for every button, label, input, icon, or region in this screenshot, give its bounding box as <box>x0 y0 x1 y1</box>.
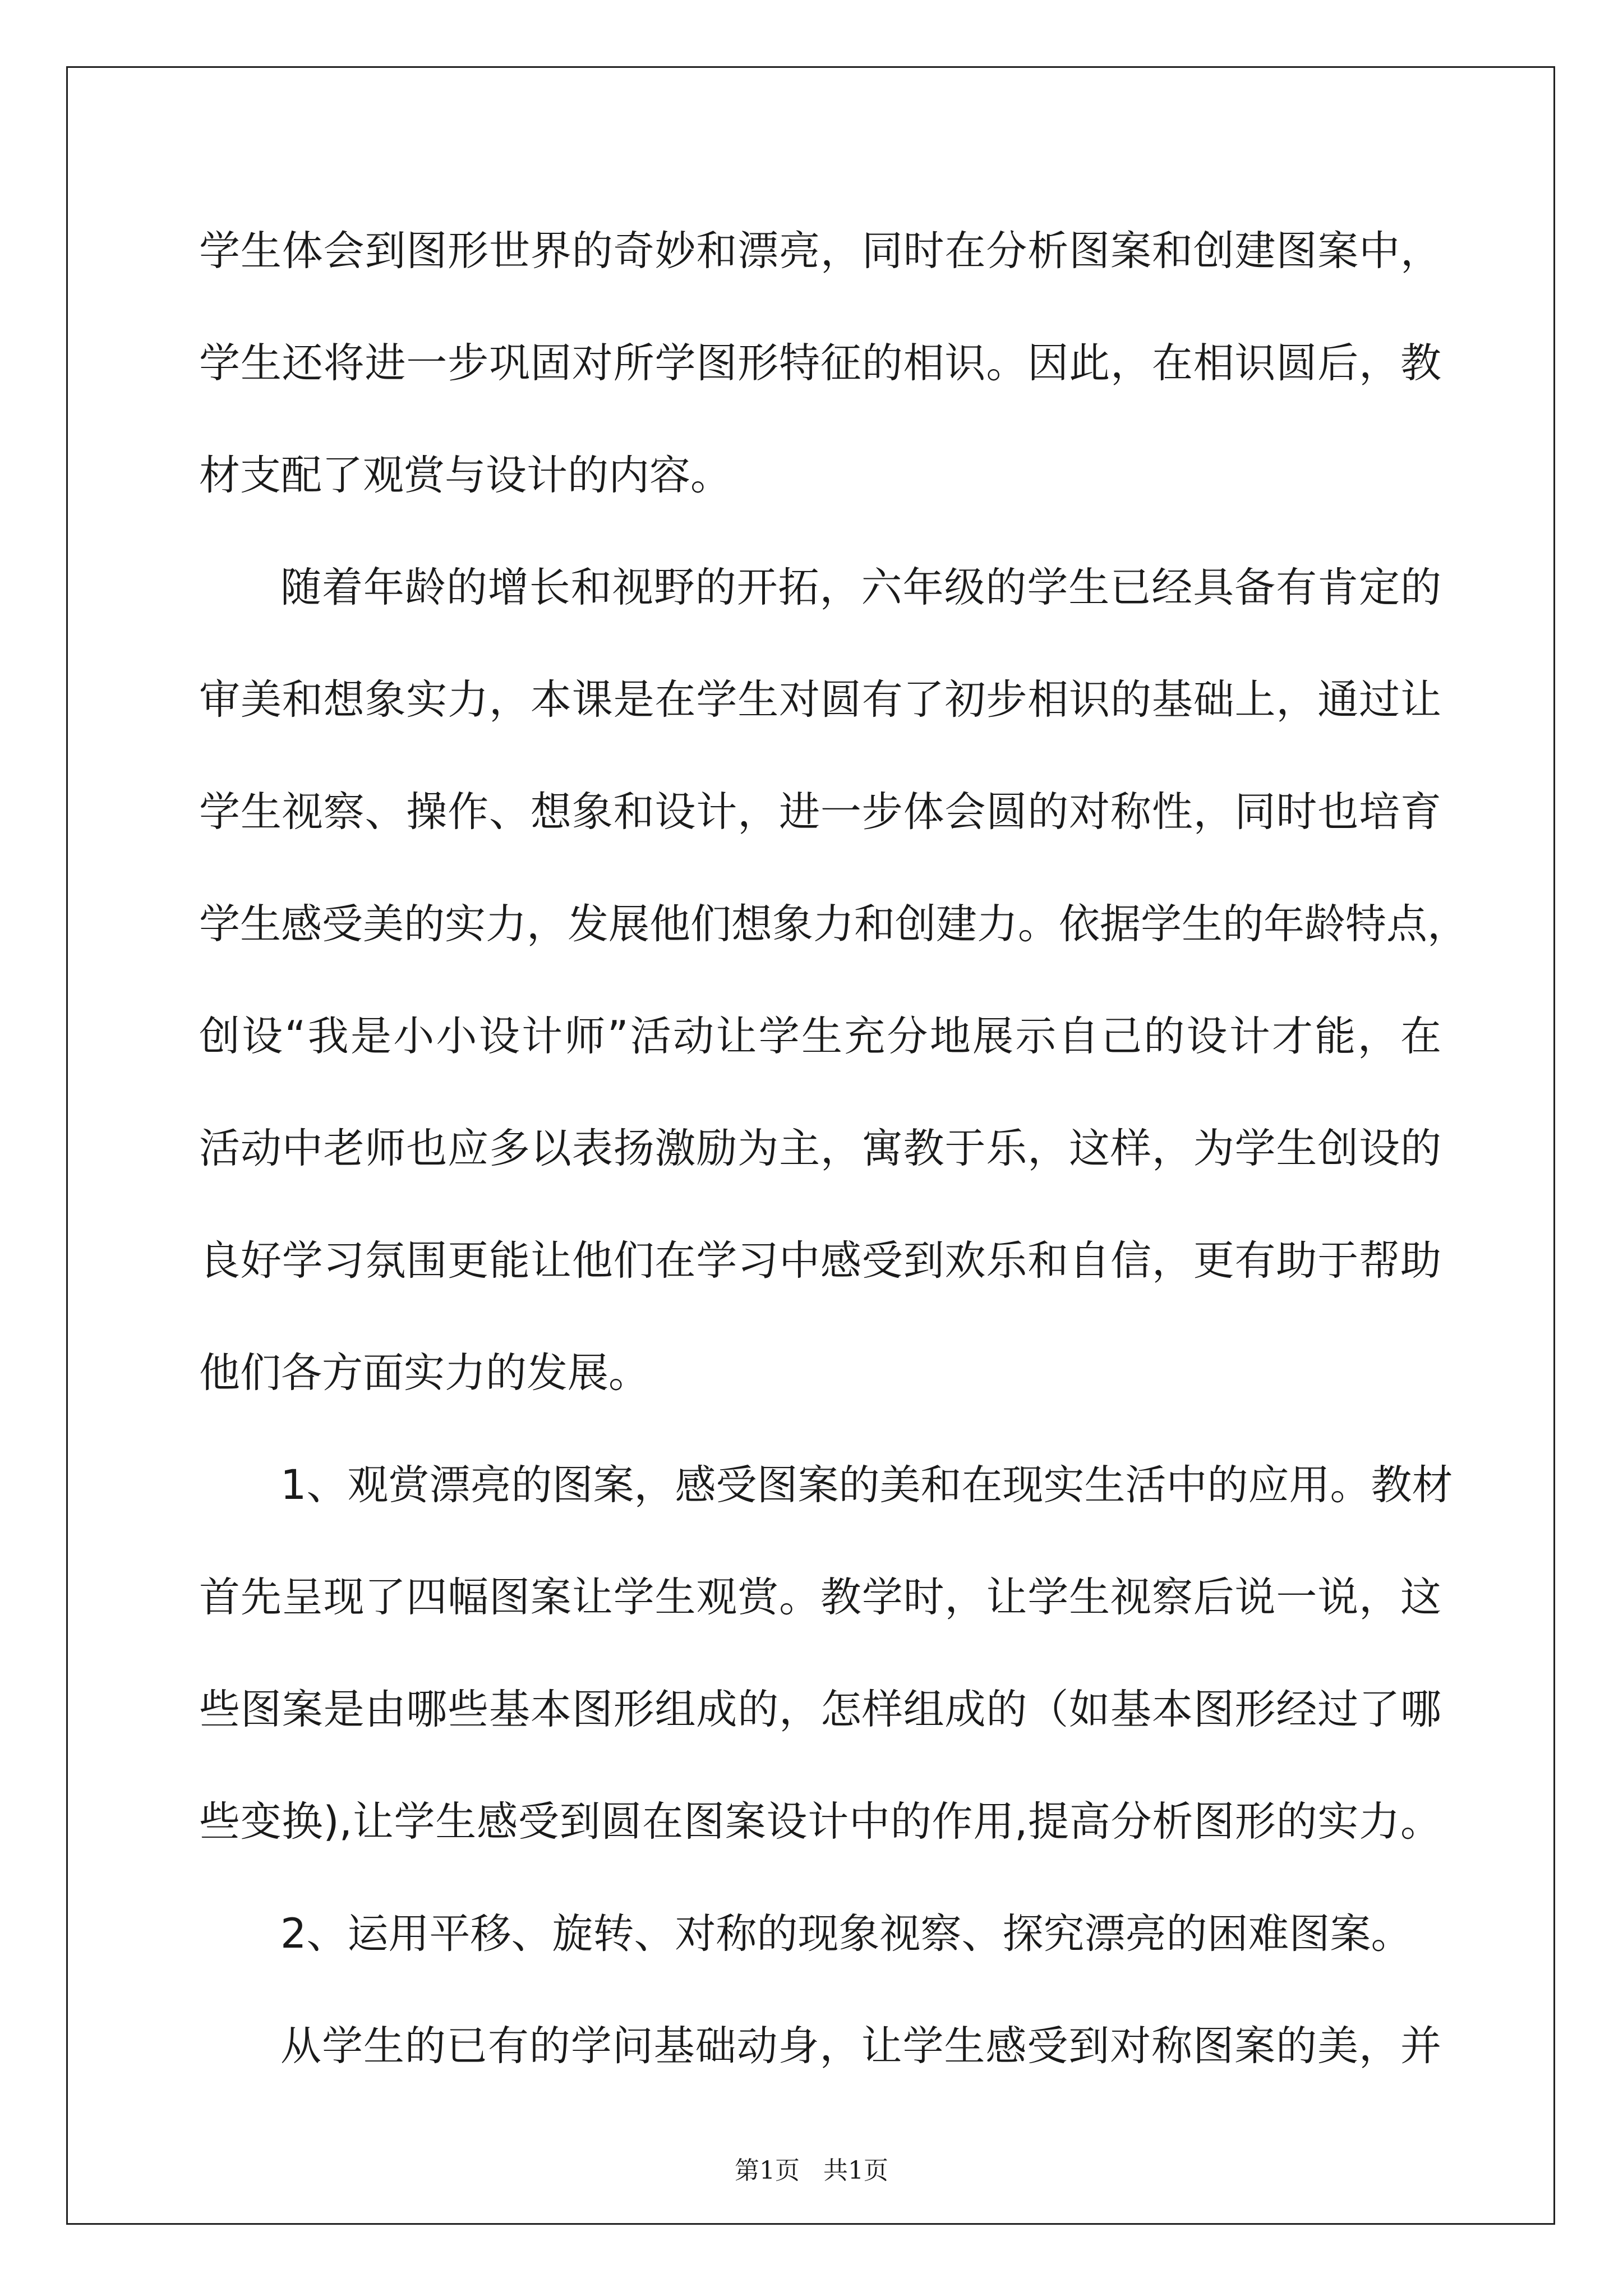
paragraph-start-line: 随着年龄的增长和视野的开拓，六年级的学生已经具备有肯定的 <box>280 564 1441 611</box>
text-line: 些变换),让学生感受到圆在图案设计中的作用,提高分析图形的实力。 <box>199 1798 1441 1846</box>
text-line: 活动中老师也应多以表扬激励为主，寓教于乐，这样，为学生创设的 <box>199 1125 1441 1172</box>
text-line: 首先呈现了四幅图案让学生观赏。教学时，让学生视察后说一说，这 <box>199 1573 1441 1621</box>
text-line: 学生感受美的实力，发展他们想象力和创建力。依据学生的年龄特点， <box>199 900 1468 948</box>
text-line: 良好学习氛围更能让他们在学习中感受到欢乐和自信，更有助于帮助 <box>199 1237 1441 1285</box>
text-line: 学生视察、操作、想象和设计，进一步体会圆的对称性，同时也培育 <box>199 788 1441 836</box>
page-footer: 第1页 共1页 <box>735 2156 888 2185</box>
paragraph-start-line: 1、观赏漂亮的图案，感受图案的美和在现实生活中的应用。教材 <box>280 1461 1453 1509</box>
text-line: 学生体会到图形世界的奇妙和漂亮，同时在分析图案和创建图案中， <box>199 227 1441 275</box>
text-line: 学生还将进一步巩固对所学图形特征的相识。因此，在相识圆后，教 <box>199 339 1441 387</box>
text-line: 审美和想象实力，本课是在学生对圆有了初步相识的基础上，通过让 <box>199 676 1441 724</box>
text-line: 材支配了观赏与设计的内容。 <box>199 452 731 499</box>
text-line: 些图案是由哪些基本图形组成的，怎样组成的（如基本图形经过了哪 <box>199 1686 1441 1733</box>
text-line: 创设“我是小小设计师”活动让学生充分地展示自己的设计才能，在 <box>199 1013 1441 1060</box>
paragraph-start-line: 从学生的已有的学问基础动身，让学生感受到对称图案的美，并 <box>280 2022 1441 2070</box>
text-line: 他们各方面实力的发展。 <box>199 1349 649 1397</box>
paragraph-start-line: 2、运用平移、旋转、对称的现象视察、探究漂亮的困难图案。 <box>280 1910 1412 1958</box>
